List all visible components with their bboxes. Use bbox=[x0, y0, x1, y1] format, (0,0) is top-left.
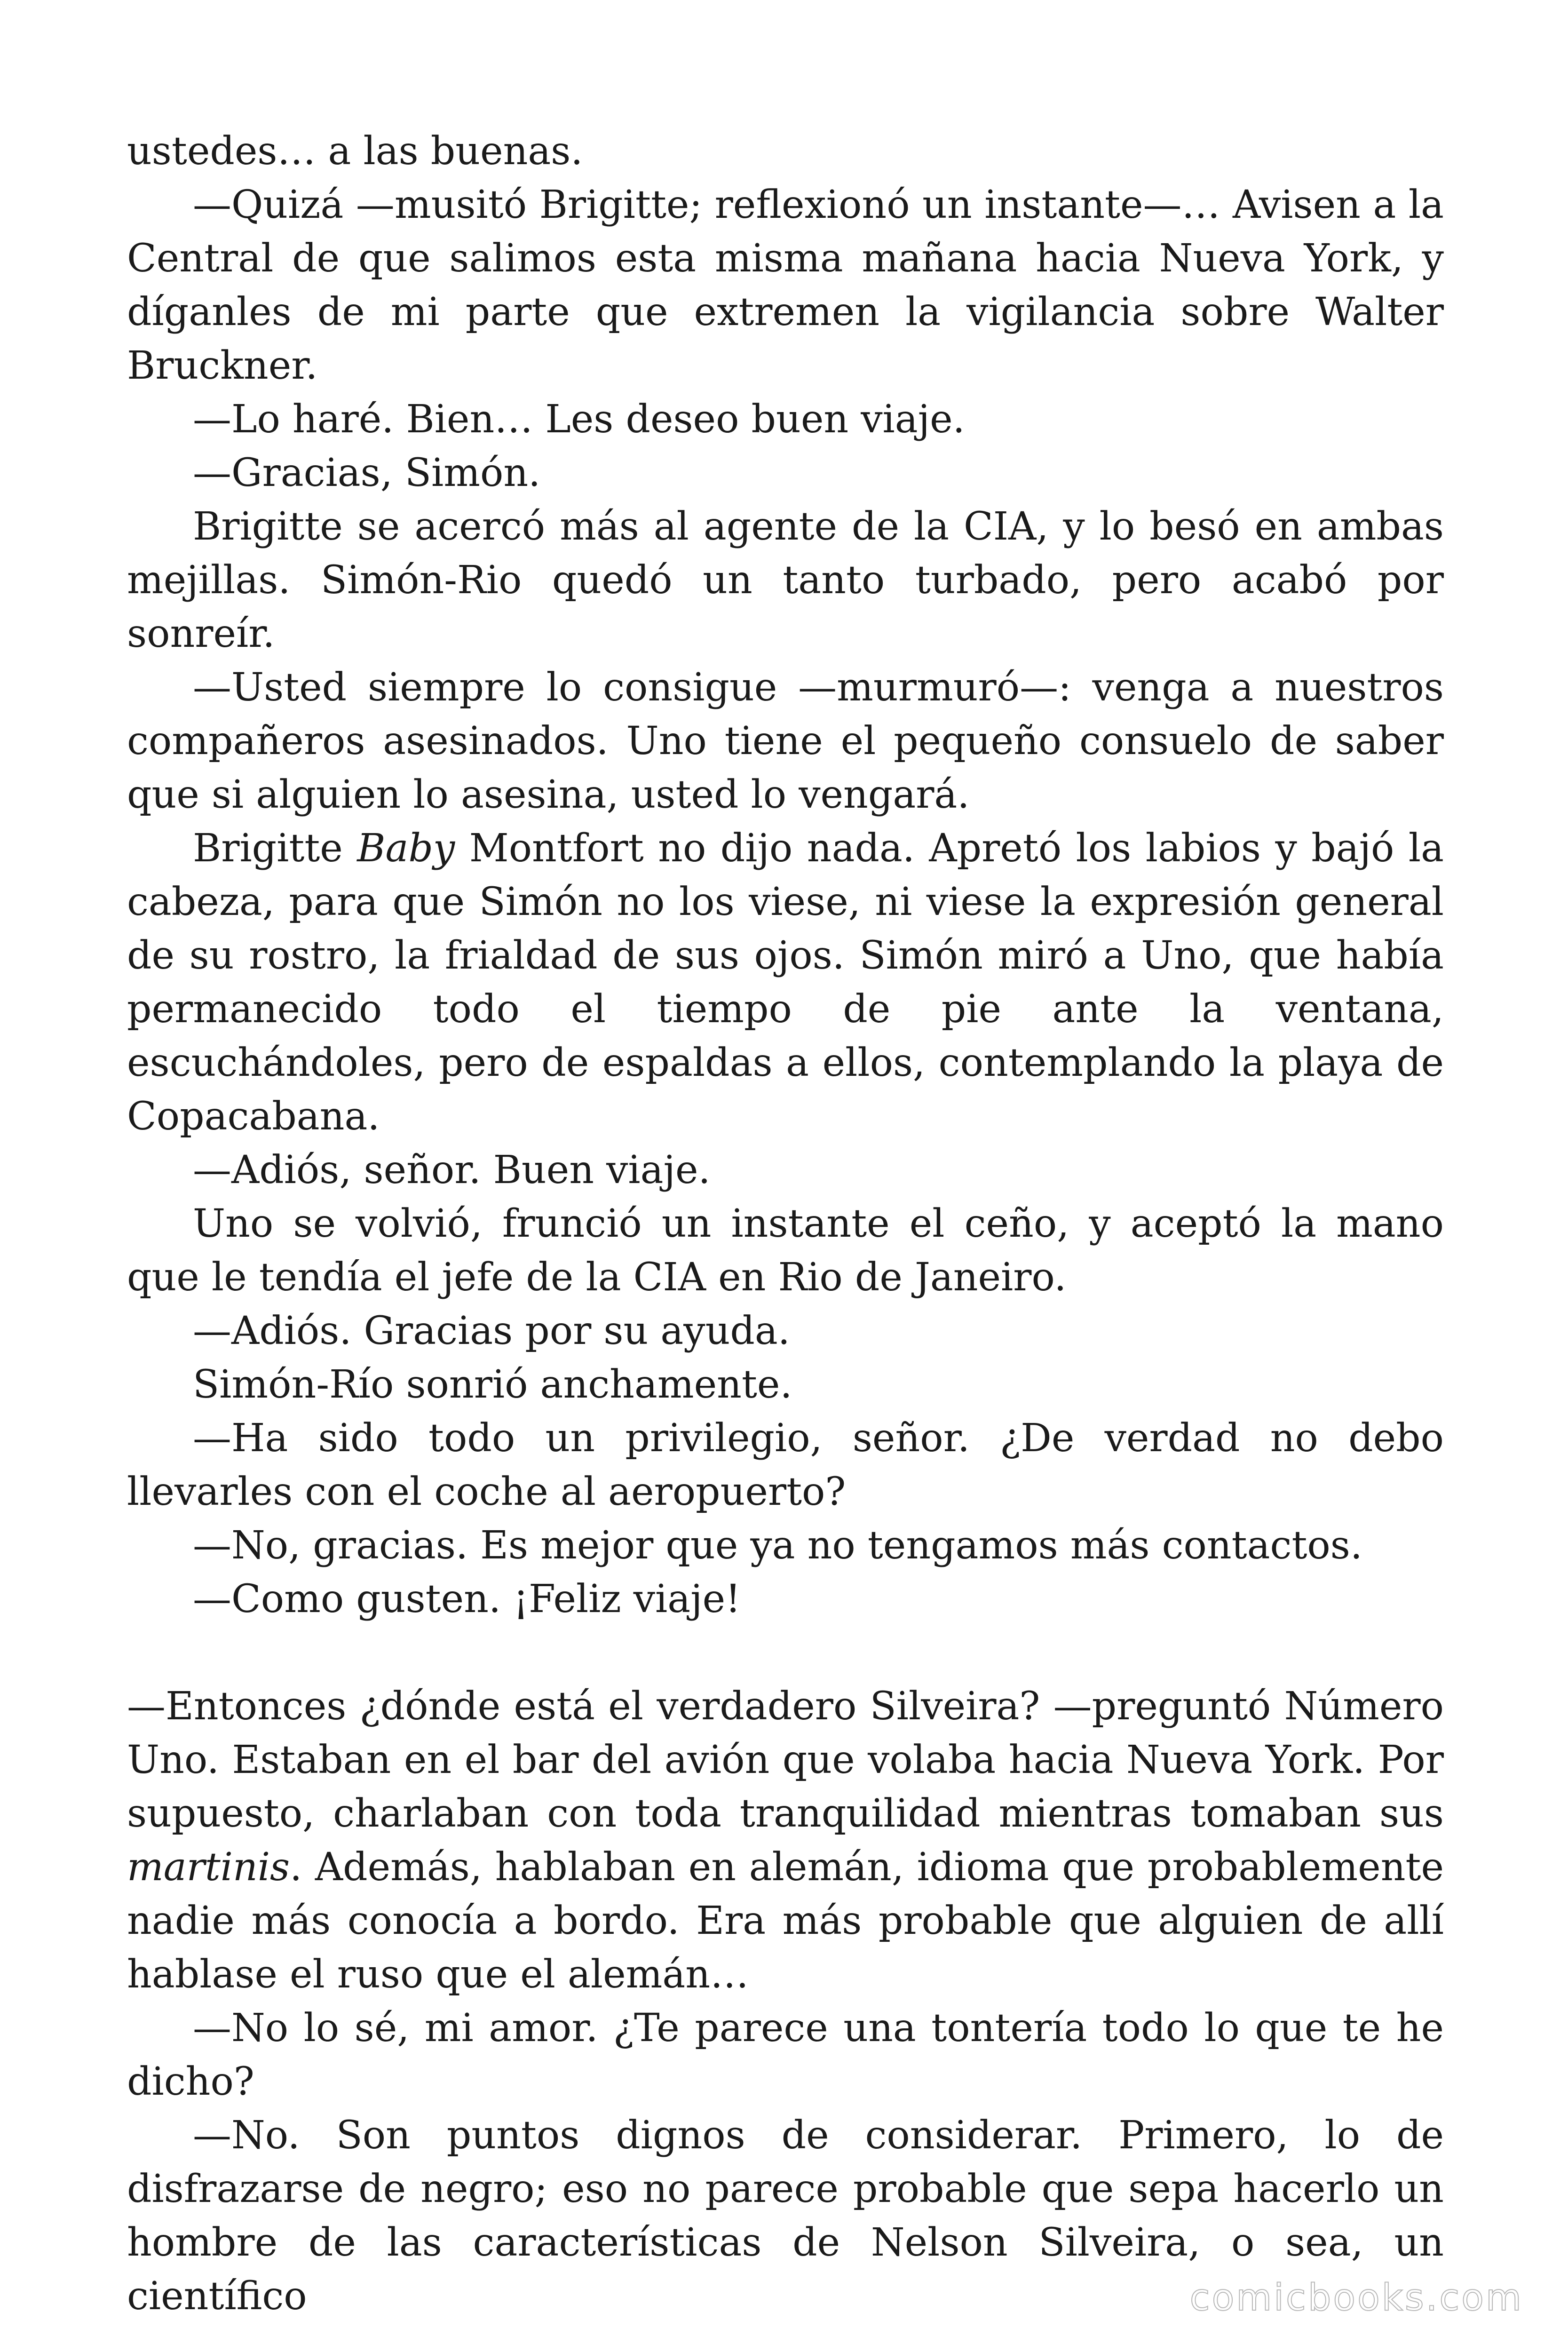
paragraph-text: —Como gusten. ¡Feliz viaje! bbox=[193, 1577, 741, 1621]
italic-text: martinis bbox=[127, 1845, 290, 1890]
site-watermark: comicbooks.com bbox=[1189, 2277, 1523, 2319]
paragraph-text: Simón-Río sonrió anchamente. bbox=[193, 1362, 792, 1407]
paragraph bbox=[127, 125, 1444, 178]
paragraph-text: —Quizá —musitó Brigitte; reflexionó un instante—… Avisen a la Central de que salimos esta misma mañana hacia Nueva York, y díganles de mi parte que extremen la vigilancia sobre Walter Bruckner. bbox=[127, 183, 1444, 388]
paragraph-text: Brigitte se acercó más al agente de la CIA, y lo besó en ambas mejillas. Simón-Rio quedó un tanto turbado, pero acabó por sonreír. bbox=[127, 504, 1444, 656]
paragraph bbox=[127, 393, 1444, 446]
paragraph bbox=[127, 1573, 1444, 1626]
paragraph-text: —Lo haré. Bien… Les deseo buen viaje. bbox=[193, 397, 965, 442]
paragraph bbox=[127, 446, 1444, 500]
paragraph-text: Uno se volvió, frunció un instante el ceño, y aceptó la mano que le tendía el jefe de la CIA en Rio de Janeiro. bbox=[127, 1201, 1444, 1300]
paragraph-text: —Gracias, Simón. bbox=[193, 451, 541, 495]
paragraph-text: —Usted siempre lo consigue —murmuró—: venga a nuestros compañeros asesinados. Uno tiene el pequeño consuelo de saber que si alguien lo asesina, usted lo vengará. bbox=[127, 665, 1444, 817]
paragraph-text: —Adiós. Gracias por su ayuda. bbox=[193, 1309, 790, 1353]
paragraph bbox=[127, 500, 1444, 661]
paragraph bbox=[127, 1680, 1444, 2002]
paragraph bbox=[127, 822, 1444, 1144]
paragraph-text: —Ha sido todo un privilegio, señor. ¿De verdad no debo llevarles con el coche al aeropuerto? bbox=[127, 1416, 1444, 1514]
italic-text: Baby bbox=[357, 826, 455, 871]
paragraph-text: —Adiós, señor. Buen viaje. bbox=[193, 1148, 711, 1192]
paragraph bbox=[127, 661, 1444, 822]
paragraph bbox=[127, 1144, 1444, 1197]
paragraph-text: Montfort no dijo nada. Apretó los labios y bajó la cabeza, para que Simón no los viese, ni viese la expresión general de su rostro, la frialdad de sus ojos. Simón miró a Uno, que había permanecido todo el tiempo de pie ante la ventana, escuchándoles, pero de espaldas a ellos, contemplando la playa de Copacabana. bbox=[127, 826, 1444, 1139]
paragraph-text: Brigitte bbox=[193, 826, 357, 871]
paragraph-text: —No. Son puntos dignos de considerar. Primero, lo de disfrazarse de negro; eso no parece probable que sepa hacerlo un hombre de las características de Nelson Silveira, o sea, un científico bbox=[127, 2113, 1444, 2319]
paragraph-text: —No, gracias. Es mejor que ya no tengamos más contactos. bbox=[193, 1523, 1362, 1568]
paragraph bbox=[127, 2002, 1444, 2109]
paragraph bbox=[127, 1197, 1444, 1304]
paragraph bbox=[127, 1519, 1444, 1573]
paragraph-text: . Además, hablaban en alemán, idioma que probablemente nadie más conocía a bordo. Era más probable que alguien de allí hablase el ruso que el alemán… bbox=[127, 1845, 1444, 1997]
paragraph bbox=[127, 178, 1444, 393]
paragraph-text: —No lo sé, mi amor. ¿Te parece una tontería todo lo que te he dicho? bbox=[127, 2006, 1444, 2104]
book-page-text bbox=[127, 125, 1444, 2323]
paragraph bbox=[127, 1358, 1444, 1412]
paragraph-text: ustedes… a las buenas. bbox=[127, 129, 583, 174]
paragraph bbox=[127, 1304, 1444, 1358]
paragraph bbox=[127, 1412, 1444, 1519]
paragraph-text: —Entonces ¿dónde está el verdadero Silveira? —preguntó Número Uno. Estaban en el bar del avión que volaba hacia Nueva York. Por supuesto, charlaban con toda tranquilidad mientras tomaban sus bbox=[127, 1684, 1444, 1836]
